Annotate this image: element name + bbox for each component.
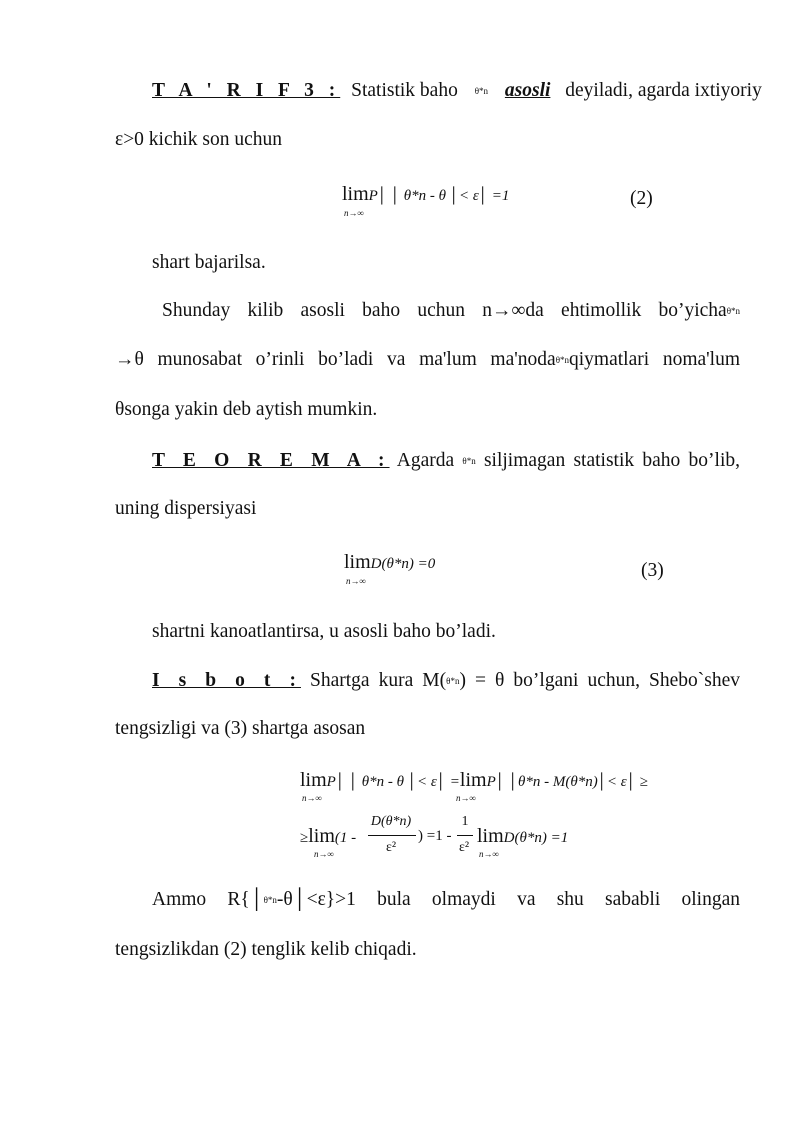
theorem-heading: T E O R E M A : xyxy=(152,450,390,471)
theorem-line-1: T E O R E M A : Agarda θ*n siljimagan statistik baho bo’lib, xyxy=(152,450,741,471)
equation-5-end: limD(θ*n) =1 xyxy=(477,825,569,847)
proof-line-2: tengsizligi va (3) shartga asosan xyxy=(115,718,366,739)
definition-line-1 xyxy=(152,79,762,105)
theta-estimate-symbol: θ*n xyxy=(726,306,740,316)
equation-5-limit-sub-1: n→∞ xyxy=(314,849,334,859)
equation-5: ≥lim(1 - xyxy=(300,825,357,847)
closing-line-1: Ammo R{│θ*n-θ│<ε}>1 bula olmaydi va shu sababli olingan xyxy=(152,889,740,910)
equation-3-limit-sub: n→∞ xyxy=(346,576,366,586)
definition-text-1: Statistik baho xyxy=(351,80,458,101)
fraction-2-bar xyxy=(457,835,473,836)
equation-5-limit-sub-2: n→∞ xyxy=(479,849,499,859)
closing-line-2: tengsizlikdan (2) tenglik kelib chiqadi. xyxy=(115,939,417,960)
definition-text-2: deyiladi, agarda ixtiyoriy xyxy=(565,80,762,101)
theta-estimate-symbol: θ*n xyxy=(263,895,277,905)
theorem-line-2: uning dispersiyasi xyxy=(115,498,257,519)
paragraph-line-1: Shunday kilib asosli baho uchun n→∞da ehtimollik bo’yichaθ*n xyxy=(162,300,740,321)
theta-estimate-symbol: θ*n xyxy=(446,676,460,686)
equation-3-number: (3) xyxy=(641,560,664,581)
definition-after: shart bajarilsa. xyxy=(152,252,266,273)
paragraph-line-3: θsonga yakin deb aytish mumkin. xyxy=(115,399,378,420)
equation-3: limD(θ*n) =0 xyxy=(344,551,436,573)
equation-2: limP│ │ θ*n - θ │< ε│ =1 xyxy=(342,183,510,205)
proof-heading: I s b o t : xyxy=(152,670,301,691)
definition-line-2: ε>0 kichik son uchun xyxy=(115,129,283,150)
fraction-1-numerator: D(θ*n) xyxy=(370,814,412,829)
theta-estimate-symbol: θ*n xyxy=(555,355,569,365)
theta-estimate-symbol: θ*n xyxy=(462,456,476,466)
fraction-1-bar xyxy=(368,835,416,836)
fraction-2-numerator: 1 xyxy=(461,814,469,829)
equation-4-limit-sub-2: n→∞ xyxy=(456,793,476,803)
equation-4: limP│ │ θ*n - θ │< ε│ =limP│ │θ*n - M(θ*n)│< ε│ ≥ xyxy=(300,769,648,791)
equation-4-limit-sub-1: n→∞ xyxy=(302,793,322,803)
theta-estimate-symbol: θ*n xyxy=(474,86,489,96)
theorem-after: shartni kanoatlantirsa, u asosli baho bo’ladi. xyxy=(152,621,496,642)
paragraph-line-2: →θ munosabat o’rinli bo’ladi va ma'lum ma'nodaθ*nqiymatlari noma'lum xyxy=(115,349,740,370)
definition-heading: T A ' R I F 3 : xyxy=(152,80,341,101)
fraction-1-denominator: ε² xyxy=(385,840,397,855)
proof-line-1: I s b o t : Shartga kura M(θ*n) = θ bo’lgani uchun, Shebo`shev xyxy=(152,670,741,691)
fraction-2-denominator: ε² xyxy=(458,840,470,855)
equation-2-number: (2) xyxy=(630,188,653,209)
equation-2-limit-sub: n→∞ xyxy=(344,208,364,218)
definition-keyword: asosli xyxy=(504,80,551,101)
equation-5-middle: ) =1 - xyxy=(418,828,452,844)
